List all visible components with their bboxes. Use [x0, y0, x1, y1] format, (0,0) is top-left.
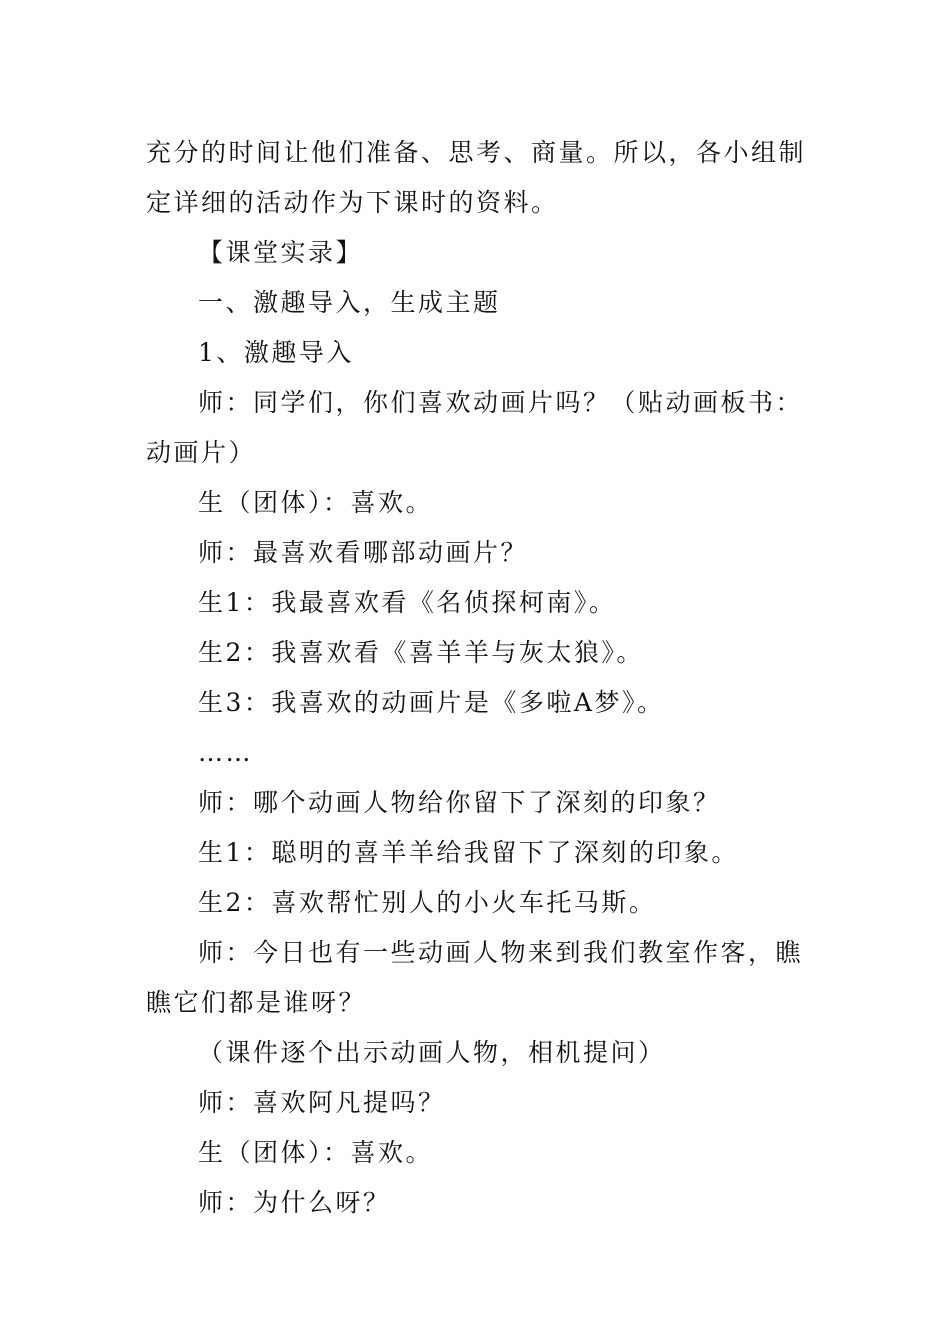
- dialogue-line: 生3：我喜欢的动画片是《多啦A梦》。: [198, 688, 665, 717]
- dialogue-line: 生2：我喜欢看《喜羊羊与灰太狼》。: [198, 638, 644, 667]
- dialogue-line: 师：哪个动画人物给你留下了深刻的印象？: [198, 788, 721, 817]
- dialogue-line: 师：同学们，你们喜欢动画片吗？（贴动画板书：动画片）: [146, 388, 804, 467]
- dialogue-line: 生1：我最喜欢看《名侦探柯南》。: [198, 588, 617, 617]
- document-body: [146, 128, 808, 1228]
- paragraph-intro: 充分的时间让他们准备、思考、商量。所以，各小组制定详细的活动作为下课时的资料。: [146, 138, 807, 217]
- ellipsis-line: ……: [198, 738, 253, 767]
- stage-direction: （课件逐个出示动画人物，相机提问）: [198, 1038, 666, 1067]
- dialogue-line: 师：为什么呀？: [198, 1188, 391, 1217]
- dialogue-line: 生（团体）：喜欢。: [198, 488, 434, 517]
- dialogue-line: 师：最喜欢看哪部动画片？: [198, 538, 529, 567]
- dialogue-line: 生1：聪明的喜羊羊给我留下了深刻的印象。: [198, 838, 739, 867]
- dialogue-line: 生（团体）：喜欢。: [198, 1138, 434, 1167]
- section-heading: 【课堂实录】: [198, 238, 364, 267]
- subheading: 一、激趣导入，生成主题: [198, 288, 501, 317]
- subheading-item: 1、激趣导入: [198, 338, 354, 367]
- dialogue-line: 生2：喜欢帮忙别人的小火车托马斯。: [198, 888, 657, 917]
- dialogue-line: 师：今日也有一些动画人物来到我们教室作客，瞧瞧它们都是谁呀？: [146, 938, 804, 1017]
- dialogue-line: 师：喜欢阿凡提吗？: [198, 1088, 446, 1117]
